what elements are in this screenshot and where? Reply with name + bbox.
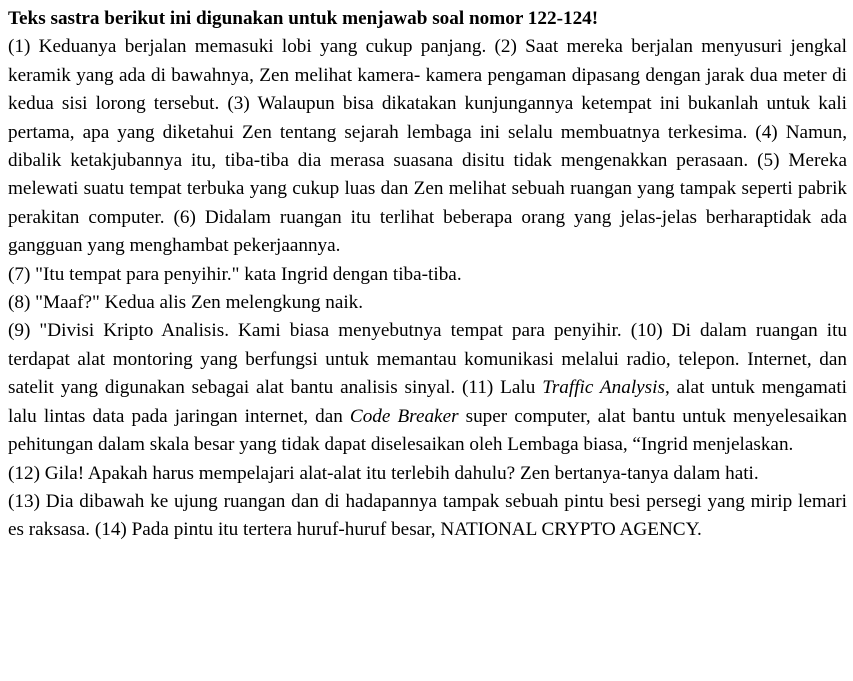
paragraph-13-14: (13) Dia dibawah ke ujung ruangan dan di hadapannya tampak sebuah pintu besi persegi yang mirip lemari es raksasa. (14) Pada pintu itu tertera huruf-huruf besar, NATIONAL CRYPTO AGENCY. bbox=[8, 490, 847, 541]
paragraph-7: (7) "Itu tempat para penyihir." kata Ingrid dengan tiba-tiba. bbox=[8, 263, 462, 285]
document-heading: Teks sastra berikut ini digunakan untuk menjawab soal nomor 122-124! bbox=[8, 8, 599, 29]
term-code-breaker: Code Breaker bbox=[349, 405, 459, 427]
paragraph-8: (8) "Maaf?" Kedua alis Zen melengkung naik. bbox=[8, 292, 364, 314]
term-traffic-analysis: Traffic Analysis bbox=[542, 377, 665, 399]
paragraph-9-text-a: (9) "Divisi Kripto Analisis. Kami biasa menyebutnya tempat para penyihir. (10) Di dalam ruangan itu terdapat alat montoring yang berfungsi untuk memantau komunikasi melalui radio, telepon. Internet, dan satelit yang digunakan sebagai alat bantu analisis sinyal. (11) Lalu bbox=[8, 320, 847, 399]
paragraph-12: (12) Gila! Apakah harus mempelajari alat-alat itu terlebih dahulu? Zen bertanya-tanya dalam hati. bbox=[8, 462, 759, 484]
paragraph-1-6: (1) Keduanya berjalan memasuki lobi yang cukup panjang. (2) Saat mereka berjalan menyusuri jengkal keramik yang ada di bawahnya, Zen melihat kamera- kamera pengaman dipasang dengan jarak dua meter di kedua sisi lorong tersebut. (3) Walaupun bisa dikatakan kunjungannya ketempat ini bukanlah untuk kali pertama, apa yang diketahui Zen tentang sejarah lembaga ini selalu membuatnya terkesima. (4) Namun, dibalik ketakjubannya itu, tiba-tiba dia merasa suasana disitu tidak mengenakkan perasaan. (5) Mereka melewati suatu tempat terbuka yang cukup luas dan Zen melihat sebuah ruangan yang tampak seperti pabrik perakitan computer. (6) Didalam ruangan itu terlihat beberapa orang yang jelas-jelas berharaptidak ada gangguan yang menghambat pekerjaannya. bbox=[8, 36, 847, 257]
paragraph-9-text-b: , alat untuk mengamati lalu lintas data pada jaringan internet, dan bbox=[8, 377, 847, 427]
paragraph-9-11 bbox=[8, 317, 847, 459]
paragraph-9-text-c: super computer, alat bantu untuk menyelesaikan pehitungan dalam skala besar yang tidak dapat diselesaikan oleh Lembaga biasa, “Ingrid menjelaskan. bbox=[8, 405, 847, 456]
